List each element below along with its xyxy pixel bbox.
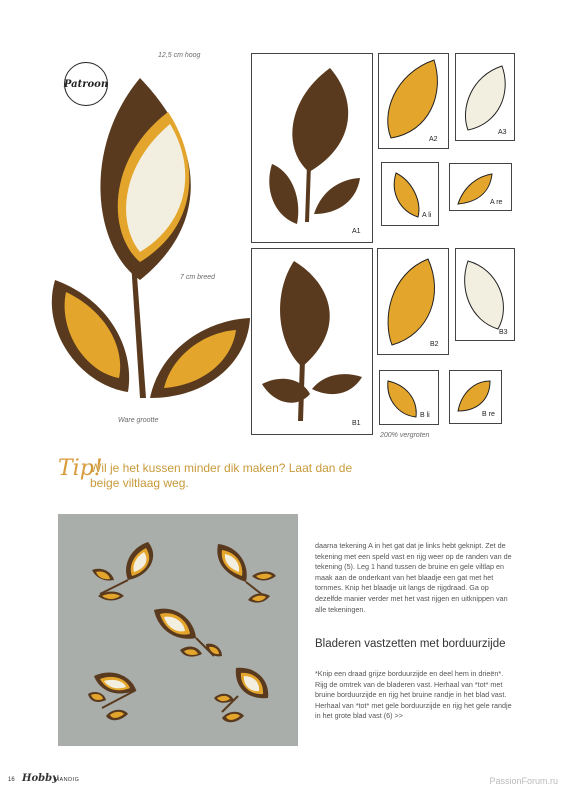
page-number: 16 [8, 777, 15, 783]
enlarge-note: 200% vergroten [380, 432, 430, 439]
article-paragraph-2: *Knip een draad grijze borduurzijde en deel hem in drieën*. Rijg de omtrek van de bladeren vast. Herhaal van *tot* met bruine borduurzijde en rijg het bruine randje in het blad vast. Herhaal van *tot* met gele borduurzijde en rijg het gele randje in het grote blad vast (6) >> [315, 669, 512, 721]
patroon-badge: Patroon [64, 62, 108, 106]
box-label-a3: A3 [498, 129, 507, 136]
pattern-box-b-re [449, 370, 502, 424]
pattern-box-a-li [381, 162, 439, 226]
magazine-logo-sub: HANDIG [55, 777, 80, 783]
box-label-b2: B2 [430, 341, 439, 348]
pattern-box-b2 [377, 248, 449, 355]
magazine-logo: Hobby [22, 773, 58, 784]
box-label-b3: B3 [499, 329, 508, 336]
pattern-box-a1 [251, 53, 373, 243]
width-note: 7 cm breed [180, 274, 216, 281]
pattern-box-b1 [251, 248, 373, 435]
cushion-photo [58, 514, 298, 746]
pattern-box-a-re [449, 163, 512, 211]
size-note: Ware grootte [118, 417, 159, 424]
box-label-b-li: B li [420, 412, 430, 419]
box-label-b1: B1 [352, 420, 361, 427]
watermark: PassionForum.ru [489, 776, 558, 786]
pattern-box-a3 [455, 53, 515, 141]
height-note: 12,5 cm hoog [158, 52, 201, 59]
section-heading: Bladeren vastzetten met borduurzijde [315, 638, 506, 650]
pattern-box-a2 [378, 53, 449, 149]
box-label-a1: A1 [352, 228, 361, 235]
box-label-a-li: A li [422, 212, 432, 219]
box-label-a2: A2 [429, 136, 438, 143]
cushion-leaf-motifs [58, 514, 298, 746]
article-paragraph-1: daarna tekening A in het gat dat je links hebt geknipt. Zet de tekening met een speld vast en rijg weer op de randen van de tekening (5). Leg 1 hand tussen de bruine en gele viltlap en maak aan de onderkant van het blaadje een gat met het tornmes. Knip het blaadje uit langs de rijgdraad. Ga op dezelfde manier verder met het vast rijgen en uitknippen van alle tekeningen. [315, 541, 512, 614]
box-label-a-re: A re [490, 199, 503, 206]
pattern-box-b3 [455, 248, 515, 341]
tip-text: Wil je het kussen minder dik maken? Laat dan de beige viltlaag weg. [90, 461, 353, 490]
box-label-b-re: B re [482, 411, 495, 418]
pattern-box-b-li [379, 370, 439, 425]
tip-label: Tip! [58, 456, 103, 481]
